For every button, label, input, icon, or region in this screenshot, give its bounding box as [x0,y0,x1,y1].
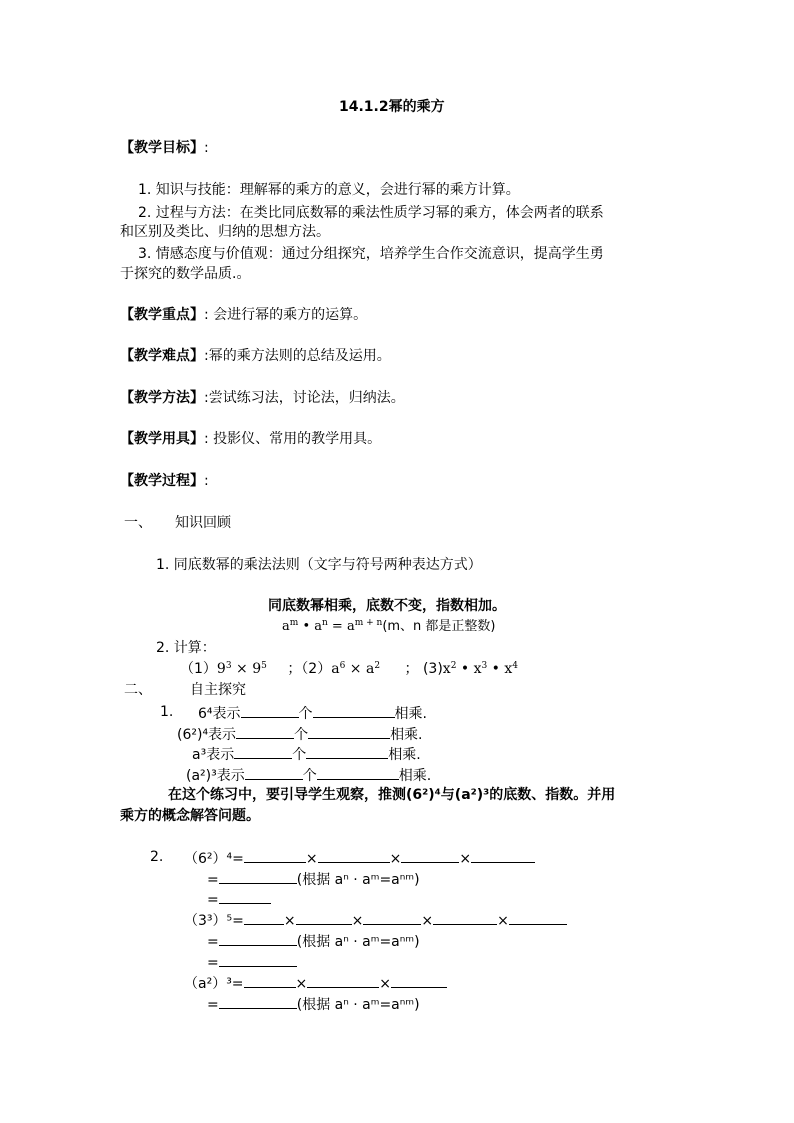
process-suffix: : [204,473,209,489]
answer-blank[interactable] [471,848,535,863]
tools [120,430,381,448]
objectives-header [120,139,209,157]
section1-label: 一、 [124,515,152,531]
answer-blank[interactable] [241,703,299,718]
objectives-heading: 【教学目标】 [120,140,204,156]
difficulty-text: :幂的乘方法则的总结及运用。 [204,348,391,364]
answer-blank[interactable] [219,952,297,967]
exercise-expr: （a²）³= [184,976,244,992]
equals-sign: = [207,872,219,888]
explore-row-base: (6²)⁴表示 [177,727,237,743]
section1-title: 知识回顾 [175,515,231,531]
objective-item: 2. 过程与方法：在类比同底数幂的乘法性质学习幂的乘方，体会两者的联系 [138,205,604,221]
answer-blank[interactable] [296,910,352,925]
key-point-text: : 会进行幂的乘方的运算。 [204,307,368,323]
difficulty [120,347,391,365]
objective-item: 3. 情感态度与价值观：通过分组探究，培养学生合作交流意识，提高学生勇 [138,246,604,262]
answer-blank[interactable] [363,910,421,925]
section1-q1: 1. 同底数幂的乘法法则（文字与符号两种表达方式） [156,557,482,573]
answer-blank[interactable] [219,889,271,904]
objective-item: 1. 知识与技能：理解幂的乘方的意义，会进行幂的乘方计算。 [138,182,520,198]
objective-item: 于探究的数学品质.。 [120,266,251,282]
exercise-line [207,931,420,951]
explore-row-tail: 相乘. [398,768,432,784]
answer-blank[interactable] [308,724,390,739]
times-sign: × [389,851,402,867]
section2-num2: 2. [150,849,164,865]
exercise-line [207,994,420,1014]
methods-text: :尝试练习法，讨论法，归纳法。 [204,390,405,406]
times-sign: × [295,976,308,992]
explore-row-ge: 个 [298,706,313,722]
teaching-note: 乘方的概念解答问题。 [120,808,260,824]
times-sign: × [283,913,296,929]
equals-sign: = [207,997,219,1013]
explore-row-ge: 个 [292,747,307,763]
answer-blank[interactable] [433,910,497,925]
process-heading: 【教学过程】 [120,473,204,489]
answer-blank[interactable] [317,765,399,780]
section2-num1: 1. [160,704,174,720]
calc-line: $(1)9^3 \times 9^5$ ；$(2)a^6 \times a^2$ ； $(3)x^2$ • $x^3$ • $x^4$ [180,661,519,677]
rule-formula: $a^m$ • $a^n = a^{m + n}(m$、n 都是正整数) [282,618,496,634]
exercise-line [184,973,447,993]
calc-label-2: ；（2） [287,661,332,677]
explore-row [198,703,427,723]
explore-row-base: a³表示 [192,747,235,763]
exercise-line [207,952,297,972]
answer-blank[interactable] [244,910,284,925]
basis-note: (根据 aⁿ · aᵐ=aⁿᵐ) [296,997,420,1013]
answer-blank[interactable] [509,910,567,925]
times-sign: × [379,976,392,992]
answer-blank[interactable] [401,848,459,863]
exercise-line [207,869,420,889]
calc-label-3: ； (3) [404,661,443,677]
answer-blank[interactable] [318,848,390,863]
methods-heading: 【教学方法】 [120,390,204,406]
methods [120,389,405,407]
answer-blank[interactable] [306,744,388,759]
times-sign: × [497,913,509,929]
answer-blank[interactable] [244,848,306,863]
times-sign: × [305,851,318,867]
exercise-line [207,889,271,909]
page-title: 14.1.2幂的乘方 [339,99,445,115]
basis-note: (根据 aⁿ · aᵐ=aⁿᵐ) [296,872,420,888]
times-sign: × [421,913,434,929]
process-header [120,472,209,490]
key-point-heading: 【教学重点】 [120,307,204,323]
explore-row [192,744,421,764]
explore-row-ge: 个 [302,768,317,784]
answer-blank[interactable] [219,869,297,884]
explore-row-ge: 个 [294,727,309,743]
answer-blank[interactable] [307,973,379,988]
answer-blank[interactable] [313,703,395,718]
rule-formula-tail: (m、n 都是正整数) [382,619,496,634]
rule-text: 同底数幂相乘，底数不变，指数相加。 [268,598,506,614]
times-sign: × [351,913,364,929]
exercise-expr: （6²）⁴= [184,851,244,867]
tools-heading: 【教学用具】 [120,431,204,447]
tools-text: : 投影仪、常用的教学用具。 [204,431,382,447]
key-point [120,306,367,324]
section1-q2: 2. 计算： [156,640,216,656]
exercise-expr: （3³）⁵= [184,913,244,929]
exercise-line [184,848,535,868]
section2-label: 二、 [124,682,152,698]
objective-item: 和区别及类比、归纳的思想方法。 [120,224,330,240]
explore-row-tail: 相乘. [388,747,421,763]
equals-sign: = [207,892,219,908]
objectives-suffix: : [204,140,209,156]
explore-row [186,765,431,785]
explore-row-tail: 相乘. [390,727,423,743]
answer-blank[interactable] [219,931,297,946]
answer-blank[interactable] [219,994,297,1009]
answer-blank[interactable] [236,724,294,739]
times-sign: × [459,851,472,867]
answer-blank[interactable] [245,765,303,780]
section2-title: 自主探究 [190,682,246,698]
equals-sign: = [207,934,219,950]
explore-row-base: (a²)³表示 [186,768,245,784]
explore-row-base: 6⁴表示 [198,706,241,722]
difficulty-heading: 【教学难点】 [120,348,204,364]
exercise-line [184,910,567,930]
answer-blank[interactable] [391,973,447,988]
explore-row-tail: 相乘. [394,706,427,722]
explore-row [177,724,423,744]
answer-blank[interactable] [234,744,292,759]
calc-label-1: （1） [180,661,217,677]
answer-blank[interactable] [244,973,296,988]
equals-sign: = [207,955,219,971]
teaching-note: 在这个练习中，要引导学生观察，推测(6²)⁴与(a²)³的底数、指数。并用 [168,787,616,803]
basis-note: (根据 aⁿ · aᵐ=aⁿᵐ) [296,934,420,950]
